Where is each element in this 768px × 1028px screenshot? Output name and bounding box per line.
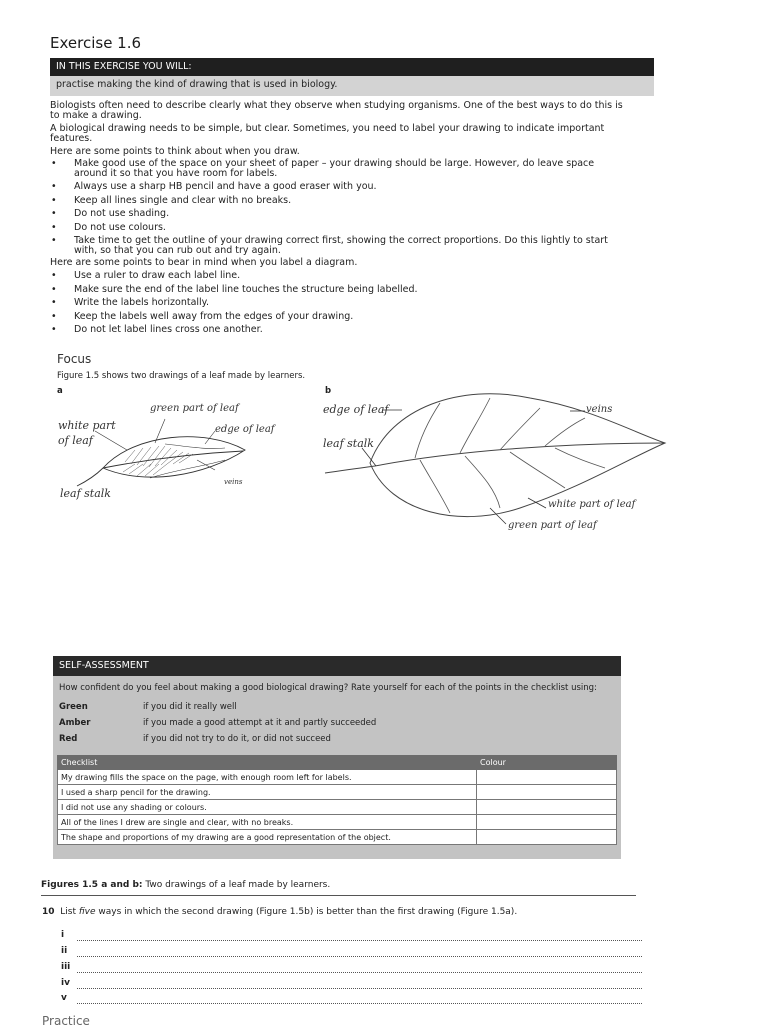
question-em: five [78, 907, 96, 917]
checklist-item: All of the lines I drew are single and clear, with no breaks. [58, 815, 477, 830]
figure-b-label-green: green part of leaf [508, 520, 597, 531]
list-item: • Use a ruler to draw each label line. [50, 271, 630, 281]
figure-b-label-veins: veins [586, 404, 613, 415]
answer-line-4[interactable] [77, 988, 642, 989]
figure-a-label-stalk: leaf stalk [60, 487, 111, 500]
figure-a-label-edge: edge of leaf [215, 424, 275, 435]
list-item: • Always use a sharp HB pencil and have a good eraser with you. [50, 182, 630, 192]
colour-cell[interactable] [477, 830, 617, 845]
list-item: • Do not use shading. [50, 209, 630, 219]
label-points-heading: Here are some points to bear in mind when you label a diagram. [50, 257, 358, 268]
table-row [58, 785, 617, 800]
question-post: ways in which the second drawing (Figure 1.5b) is better than the first drawing (Figure 1.5a). [95, 907, 518, 917]
colour-header: Colour [477, 756, 617, 770]
list-item: • Do not let label lines cross one another. [50, 325, 630, 335]
answer-line-5[interactable] [77, 1003, 642, 1004]
caption-text: Two drawings of a leaf made by learners. [142, 880, 331, 890]
colour-cell[interactable] [477, 800, 617, 815]
list-item: • Make sure the end of the label line touches the structure being labelled. [50, 285, 630, 295]
draw-points-heading: Here are some points to think about when you draw. [50, 146, 300, 157]
table-row [58, 815, 617, 830]
answer-roman-4: iv [61, 978, 70, 988]
figure-b-letter: b [325, 386, 332, 396]
list-item: • Do not use colours. [50, 223, 630, 233]
focus-text: Figure 1.5 shows two drawings of a leaf made by learners. [57, 371, 306, 381]
answer-roman-2: ii [61, 946, 68, 956]
figure-a-label-green: green part of leaf [150, 403, 239, 414]
colour-cell[interactable] [477, 785, 617, 800]
answer-roman-1: i [61, 930, 65, 940]
list-item: • Keep the labels well away from the edges of your drawing. [50, 312, 630, 322]
question-10 [42, 907, 517, 917]
rating-red-desc: if you did not try to do it, or did not succeed [143, 734, 331, 744]
self-assessment-heading: SELF-ASSESSMENT [53, 656, 621, 676]
list-item: • Write the labels horizontally. [50, 298, 630, 308]
list-item: • Keep all lines single and clear with no breaks. [50, 196, 630, 206]
question-pre: List [60, 907, 79, 917]
intro-paragraph-1: Biologists often need to describe clearly what they observe when studying organisms. One of the best ways to do this is to make a drawing. [50, 100, 623, 121]
next-section-heading: Practice [42, 1014, 90, 1028]
focus-heading: Focus [57, 352, 92, 366]
figure-a-label-white-2: of leaf [58, 434, 93, 447]
exercise-title: Exercise 1.6 [50, 34, 142, 52]
figure-a-label-veins: veins [224, 478, 243, 486]
question-number: 10 [42, 907, 55, 917]
leaf-b-stalk [325, 466, 375, 473]
table-row [58, 800, 617, 815]
table-row [58, 830, 617, 845]
colour-cell[interactable] [477, 770, 617, 785]
checklist-item: I did not use any shading or colours. [58, 800, 477, 815]
figure-caption [41, 880, 330, 890]
colour-cell[interactable] [477, 815, 617, 830]
figure-b-label-edge: edge of leaf [323, 403, 389, 416]
checklist-header: Checklist [58, 756, 477, 770]
list-item: • Take time to get the outline of your drawing correct first, showing the correct proportions. Do this lightly to start with, so that you can rub out and try again. [50, 236, 630, 255]
figure-a-label-white-1: white part [58, 419, 116, 432]
rating-red-name: Red [59, 734, 78, 744]
rating-amber-name: Amber [59, 718, 91, 728]
answer-roman-5: v [61, 993, 67, 1003]
table-row [58, 770, 617, 785]
exercise-box-text: practise making the kind of drawing that is used in biology. [50, 76, 654, 96]
intro-paragraph-2: A biological drawing needs to be simple, but clear. Sometimes, you need to label your drawing to indicate important features. [50, 123, 605, 144]
checklist-item: The shape and proportions of my drawing are a good representation of the object. [58, 830, 477, 845]
checklist-item: My drawing fills the space on the page, with enough room left for labels. [58, 770, 477, 785]
answer-roman-3: iii [61, 962, 71, 972]
checklist-item: I used a sharp pencil for the drawing. [58, 785, 477, 800]
answer-line-3[interactable] [77, 972, 642, 973]
figure-b-label-stalk: leaf stalk [323, 437, 374, 450]
answer-line-2[interactable] [77, 956, 642, 957]
caption-divider [41, 895, 636, 896]
checklist-table [57, 755, 617, 845]
exercise-box-heading: IN THIS EXERCISE YOU WILL: [50, 58, 654, 76]
figure-b-leaf-drawing [320, 378, 700, 538]
rating-green-desc: if you did it really well [143, 702, 237, 712]
label-points-list [50, 271, 630, 339]
caption-bold: Figures 1.5 a and b: [41, 880, 143, 890]
answer-line-1[interactable] [77, 940, 642, 941]
figure-a-letter: a [57, 386, 63, 396]
rating-amber-desc: if you made a good attempt at it and partly succeeded [143, 718, 377, 728]
draw-points-list [50, 159, 630, 259]
leaf-a-stalk [77, 468, 103, 486]
rating-green-name: Green [59, 702, 88, 712]
list-item: • Make good use of the space on your sheet of paper – your drawing should be large. However, do leave space around it so that you have room for labels. [50, 159, 630, 178]
self-assessment-question: How confident do you feel about making a good biological drawing? Rate yourself for each of the points in the checklist using: [59, 683, 597, 693]
figure-b-label-white: white part of leaf [548, 499, 636, 510]
